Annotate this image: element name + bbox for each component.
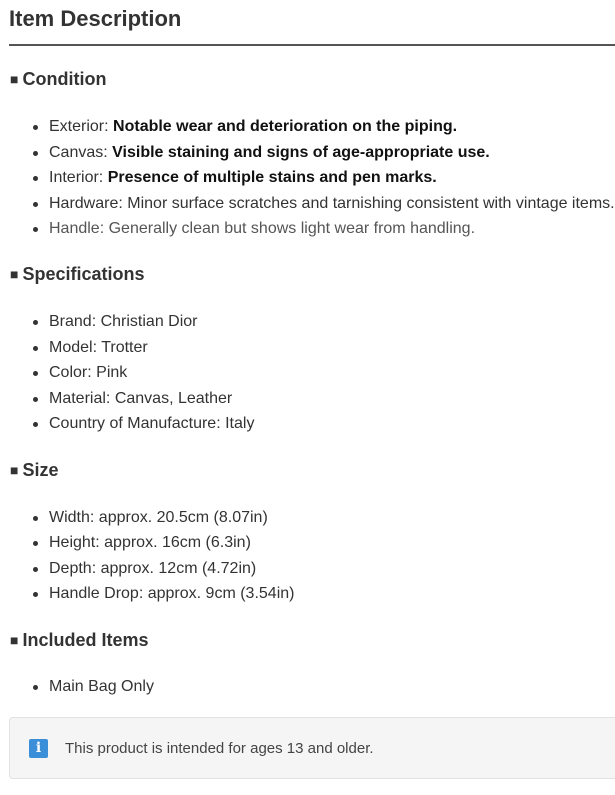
condition-value: Generally clean but shows light wear from handling.: [108, 220, 476, 237]
list-item: [49, 559, 256, 579]
list-item: [49, 677, 154, 697]
condition-value: Minor surface scratches and tarnishing consistent with vintage items.: [127, 195, 615, 212]
condition-value: Presence of multiple stains and pen marks.: [107, 169, 437, 186]
condition-heading-label: Condition: [22, 69, 107, 89]
included-items-heading-label: Included Items: [22, 630, 149, 650]
list-item: [49, 219, 475, 239]
condition-label: Hardware:: [49, 195, 123, 212]
condition-value: Notable wear and deterioration on the piping.: [113, 118, 458, 135]
size-label: Width:: [49, 509, 95, 526]
included-value: Main Bag Only: [49, 678, 154, 695]
size-label: Depth:: [49, 560, 97, 577]
notice-text: This product is intended for ages 13 and older.: [65, 740, 374, 757]
included-items-heading: [10, 630, 149, 651]
age-notice: [9, 717, 615, 779]
size-label: Height:: [49, 534, 100, 551]
list-item: [49, 584, 294, 604]
list-item: [49, 508, 268, 528]
spec-label: Material:: [49, 390, 111, 407]
list-item: [49, 414, 254, 434]
list-item: [49, 194, 615, 214]
size-value: approx. 20.5cm (8.07in): [98, 509, 268, 526]
spec-value: Christian Dior: [100, 313, 198, 330]
size-value: approx. 9cm (3.54in): [147, 585, 295, 602]
square-bullet-icon: ■: [10, 462, 19, 478]
spec-label: Model:: [49, 339, 98, 356]
condition-value: Visible staining and signs of age-appropriate use.: [112, 144, 490, 161]
square-bullet-icon: ■: [10, 632, 19, 648]
size-label: Handle Drop:: [49, 585, 144, 602]
list-item: [49, 117, 457, 137]
spec-label: Country of Manufacture:: [49, 415, 221, 432]
list-item: [49, 363, 127, 383]
list-item: [49, 143, 490, 163]
condition-label: Interior:: [49, 169, 104, 186]
spec-label: Color:: [49, 364, 92, 381]
size-value: approx. 12cm (4.72in): [100, 560, 257, 577]
title-divider: [9, 44, 615, 46]
info-icon: i: [29, 739, 48, 758]
list-item: [49, 312, 198, 332]
specifications-heading-label: Specifications: [22, 264, 145, 284]
size-heading-label: Size: [22, 460, 59, 480]
list-item: [49, 338, 148, 358]
list-item: [49, 533, 251, 553]
size-value: approx. 16cm (6.3in): [104, 534, 251, 551]
spec-value: Trotter: [101, 339, 148, 356]
condition-label: Exterior:: [49, 118, 109, 135]
spec-value: Italy: [225, 415, 255, 432]
size-heading: [10, 460, 59, 481]
square-bullet-icon: ■: [10, 71, 19, 87]
list-item: [49, 389, 232, 409]
spec-value: Pink: [96, 364, 128, 381]
list-item: [49, 168, 437, 188]
page-title: Item Description: [9, 6, 182, 31]
spec-value: Canvas, Leather: [114, 390, 233, 407]
spec-label: Brand:: [49, 313, 97, 330]
condition-label: Handle:: [49, 220, 105, 237]
condition-label: Canvas:: [49, 144, 108, 161]
condition-heading: [10, 69, 106, 90]
specifications-heading: [10, 264, 145, 285]
square-bullet-icon: ■: [10, 266, 19, 282]
